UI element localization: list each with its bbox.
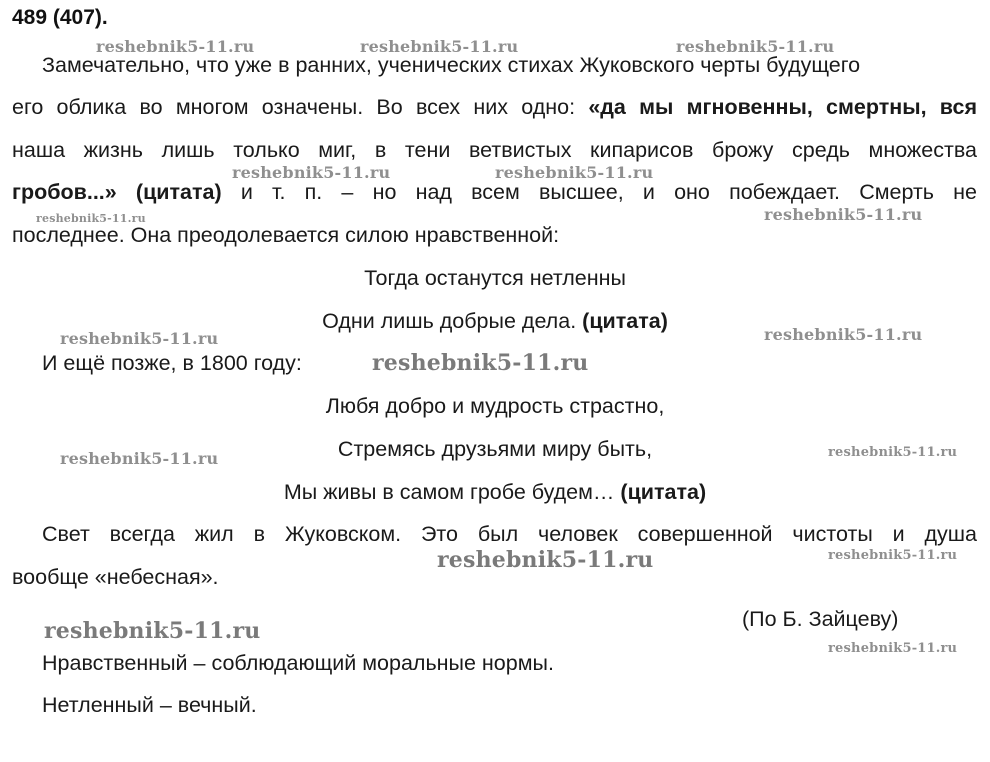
paragraph1-line2-quote: «да мы мгновенны, смертны, вся [588, 95, 977, 119]
paragraph1-line4-end: и т. п. – но над всем высшее, и оно побеждает. Смерть не [240, 180, 977, 204]
paragraph1-line2 [12, 94, 977, 120]
definition-eternal: Нетленный – вечный. [42, 693, 257, 717]
paragraph2-line1: Свет всегда жил в Жуковском. Это был человек совершенной чистоты и душа [42, 522, 977, 546]
watermark: reshebnik5-11.ru [437, 547, 654, 573]
watermark: reshebnik5-11.ru [764, 325, 923, 344]
citation-mark: (цитата) [620, 480, 707, 504]
paragraph2-line2: вообще «небесная». [12, 565, 219, 589]
watermark: reshebnik5-11.ru [44, 618, 261, 644]
watermark: reshebnik5-11.ru [676, 37, 835, 56]
definition-moral: Нравственный – соблюдающий моральные нормы. [42, 651, 554, 675]
watermark: reshebnik5-11.ru [60, 329, 219, 348]
quote1-line1: Тогда останутся нетленны [364, 266, 626, 290]
watermark: reshebnik5-11.ru [372, 350, 589, 376]
paragraph1-line4-start: гробов...» [12, 180, 117, 204]
quote1-line2-text: Одни лишь добрые дела. [322, 309, 577, 333]
quote2-line2: Стремясь друзьями миру быть, [337, 437, 653, 461]
paragraph1-line1: Замечательно, что уже в ранних, ученических стихах Жуковского черты будущего [42, 53, 861, 77]
source-attribution: (По Б. Зайцеву) [742, 607, 899, 631]
watermark: reshebnik5-11.ru [828, 641, 958, 656]
watermark: reshebnik5-11.ru [232, 163, 391, 182]
watermark: reshebnik5-11.ru [764, 205, 923, 224]
paragraph1-line4 [12, 179, 977, 205]
quote2-line3-text: Мы живы в самом гробе будем… [283, 480, 615, 504]
citation-mark: (цитата) [135, 180, 222, 204]
later-intro: И ещё позже, в 1800 году: [42, 351, 302, 375]
quote2-line1: Любя добро и мудрость страстно, [325, 394, 665, 418]
watermark: reshebnik5-11.ru [828, 445, 958, 460]
watermark: reshebnik5-11.ru [495, 163, 654, 182]
exercise-number: 489 (407). [12, 6, 108, 29]
paragraph1-line3: наша жизнь лишь только миг, в тени ветвистых кипарисов брожу средь множества [12, 138, 977, 162]
paragraph1-line5: последнее. Она преодолевается силою нравственной: [12, 223, 560, 247]
citation-mark: (цитата) [582, 309, 668, 333]
paragraph1-line2-text: его облика во многом означены. Во всех них одно: [12, 95, 576, 119]
quote2-line3 [0, 479, 990, 505]
watermark: reshebnik5-11.ru [360, 37, 519, 56]
watermark: reshebnik5-11.ru [36, 212, 146, 225]
watermark: reshebnik5-11.ru [60, 449, 219, 468]
watermark: reshebnik5-11.ru [96, 37, 255, 56]
watermark: reshebnik5-11.ru [828, 548, 958, 563]
